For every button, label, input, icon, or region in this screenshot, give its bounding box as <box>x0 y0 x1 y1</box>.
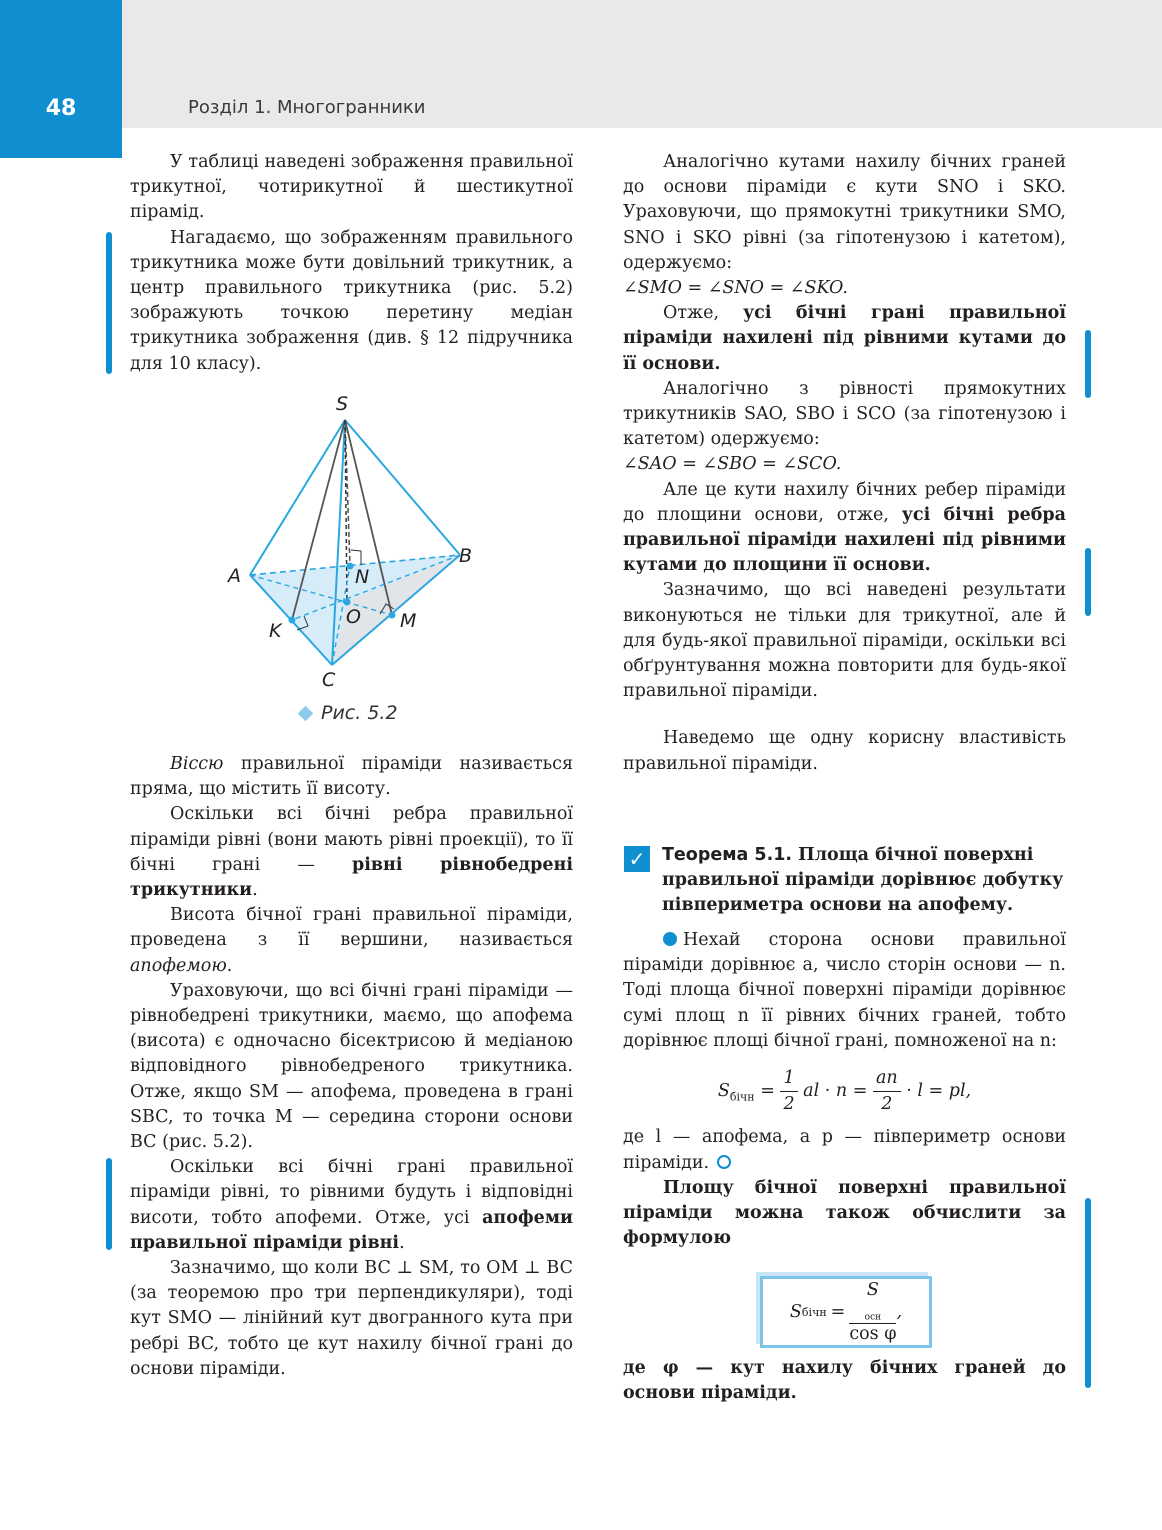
formula-box <box>760 1276 932 1348</box>
formula-text: · l = pl, <box>906 1081 972 1102</box>
label-s: S <box>336 393 349 415</box>
fraction: $\frac{an}{2}$ <box>873 1066 901 1117</box>
text: де l — апофема, а p — півпериметр основи піраміди. <box>623 1127 1066 1173</box>
paragraph: Зазначимо, що коли BC ⊥ SM, то OM ⊥ BC (за теоремою про три перпендикуляри), тоді кут SMO — лінійний кут двогранного кута при ребрі BC, тобто це кут нахилу бічної грані до основи піраміди. <box>130 1258 573 1379</box>
paragraph: Наведемо ще одну корисну властивість правильної піраміди. <box>623 728 1066 774</box>
pyramid-figure <box>222 390 482 720</box>
text: Оскільки всі бічні ребра правильної піраміди рівні (вони мають рівні проекції), то її бічні грані — <box>130 804 573 875</box>
paragraph <box>130 903 573 979</box>
bold-text: усі бічні ребра правильної піраміди нахилені під рівними кутами до площини її основи. <box>623 504 1066 576</box>
label-m: M <box>400 610 417 632</box>
paragraph: Площу бічної поверхні правильної піраміди можна також обчислити за формулою <box>623 1177 1066 1249</box>
text: Оскільки всі бічні грані правильної піраміди рівні, то рівними будуть і відповідні висоти, тобто апофеми. Отже, усі <box>130 1157 573 1228</box>
fraction: $\frac{1}{2}$ <box>780 1066 797 1117</box>
formula-lateral-area <box>623 1066 1066 1117</box>
paragraph <box>623 928 1066 1054</box>
formula-text: al · n = <box>803 1081 868 1102</box>
paragraph: Ураховуючи, що всі бічні грані піраміди — рівнобедрені трикутники, маємо, що апофема (висота) є одночасно бісектрисою й медіаною відповідного рівнобедреного трикутника. Отже, якщо SM — апофема, проведена в грані SBC, то точка M — середина сторони основи BC (рис. 5.2). <box>130 980 573 1153</box>
equation: ∠SMO = ∠SNO = ∠SKO. <box>623 278 848 299</box>
text: . <box>252 880 258 901</box>
right-column-bottom <box>623 928 1066 1251</box>
bold-text: апофеми правильної піраміди рівні <box>130 1207 573 1253</box>
paragraph: Зазначимо, що всі наведені результати виконуються не тільки для трикутної, але й для будь-якої правильної піраміди, оскільки всі обґрунтування можна повторити для будь-якої правильної піраміди. <box>623 580 1066 702</box>
paragraph: Нагадаємо, що зображенням правильного трикутника може бути довільний трикутник, а центр правильного трикутника (рис. 5.2) зображують точкою перетину медіан трикутника зображення (див. § 12 підручника для 10 класу). <box>130 227 573 374</box>
paragraph <box>130 802 573 903</box>
page-number-tab <box>0 0 122 158</box>
formula-s: S <box>717 1081 730 1102</box>
page-number: 48 <box>45 96 77 121</box>
formula-eq: = <box>830 1302 846 1322</box>
term: апофемою <box>130 955 227 976</box>
text: Отже, <box>663 303 743 324</box>
margin-bar <box>106 1158 112 1250</box>
bold-text: рівні рівнобедрені трикутники <box>130 854 574 901</box>
bold-text: усі бічні грані правильної піраміди нахилені під рівними кутами до її основи. <box>623 303 1067 374</box>
text: Висота бічної грані правильної піраміди, проведена з її вершини, називається <box>130 905 573 951</box>
text: . <box>226 955 233 976</box>
paragraph <box>623 301 1066 377</box>
margin-bar <box>1085 1198 1091 1388</box>
caption-text: Рис. 5.2 <box>321 702 398 724</box>
paragraph <box>130 1155 573 1256</box>
label-n: N <box>355 566 370 588</box>
checkmark-icon: ✓ <box>624 846 650 872</box>
formula-eq: = <box>760 1081 775 1102</box>
paragraph: Аналогічно кутами нахилу бічних граней до основи піраміди є кути SNO і SKO. Ураховуючи, що прямокутні трикутники SMO, SNO і SKO рівні (за гіпотенузою і катетом), одержуємо: <box>623 152 1066 273</box>
paragraph <box>623 478 1066 579</box>
text: . <box>399 1232 405 1253</box>
equation: ∠SAO = ∠SBO = ∠SCO. <box>623 454 842 475</box>
left-column-bottom <box>130 752 573 1382</box>
theorem <box>624 843 1066 918</box>
paragraph: Аналогічно з рівності прямокутних трикутників SAO, SBO і SCO (за гіпотенузою і катетом) одержуємо: <box>623 378 1066 450</box>
margin-bar <box>106 232 112 374</box>
margin-bar <box>1085 548 1091 616</box>
formula-s: S <box>789 1302 802 1322</box>
formula-sub: бічн <box>801 1305 827 1319</box>
term: Віссю <box>170 754 224 774</box>
diamond-icon <box>298 706 314 722</box>
formula-sub: бічн <box>729 1090 755 1104</box>
label-a: A <box>228 565 241 587</box>
text: правильної піраміди називається пряма, що містить її висоту. <box>130 754 573 800</box>
fraction: S $_{осн}$ cos φ <box>849 1280 897 1344</box>
proof-end-icon <box>717 1155 731 1169</box>
label-k: K <box>269 620 282 642</box>
paragraph: У таблиці наведені зображення правильної трикутної, чотирикутної й шестикутної пірамід. <box>130 152 573 223</box>
figure-caption <box>300 702 398 724</box>
text: Нехай сторона основи правильної піраміди дорівнює a, число сторін основи — n. Тоді площа бічної поверхні піраміди дорівнює сумі площ n її рівних бічних граней, тобто дорівнює площі бічної грані, помноженої на n: <box>623 930 1066 1051</box>
text: Але це кути нахилу бічних ребер піраміди до площини основи, отже, <box>623 479 1066 525</box>
label-c: C <box>322 669 336 691</box>
right-column-top <box>623 150 1066 777</box>
theorem-text: Площа бічної поверхні правильної піраміди дорівнює добутку півпериметра основи на апофему. <box>662 845 1064 915</box>
label-b: B <box>459 545 473 567</box>
left-column-top <box>130 150 573 377</box>
paragraph <box>130 752 573 802</box>
section-title: Розділ 1. Многогранники <box>188 97 426 118</box>
theorem-label: Теорема 5.1. <box>662 845 793 865</box>
right-column-end <box>623 1356 1066 1406</box>
paragraph: де φ — кут нахилу бічних граней до основи піраміди. <box>623 1358 1066 1404</box>
paragraph <box>623 1125 1066 1175</box>
proof-start-icon <box>663 932 677 946</box>
margin-bar <box>1085 330 1091 398</box>
formula-text: , <box>896 1302 903 1322</box>
label-o: O <box>346 606 361 628</box>
